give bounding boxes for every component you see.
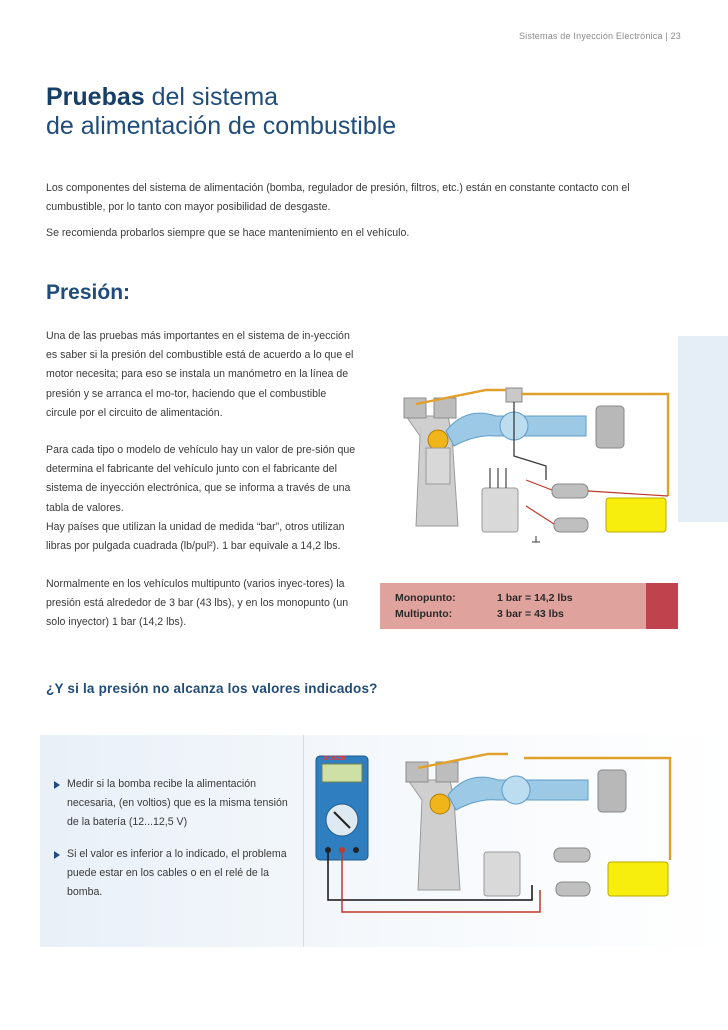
fuel-pump [552, 484, 588, 498]
accent-bar [678, 336, 728, 522]
pressure-paragraph-1: Una de las pruebas más importantes en el sistema de in-yección es saber si la presión del combustible está de acuerdo a lo que el motor necesita; para eso se instala un manómetro en la línea de presión y se arranca el mo-tor, haciendo que el combustible circule por el circuito de alimentación. [46, 330, 354, 419]
pressure-row-multipunto [395, 608, 564, 620]
pressure-paragraph-3: Hay países que utilizan la unidad de medida “bar”, otros utilizan libras por pulgada cuadrada (lb/pul²). 1 bar equivale a 14,2 lbs. [46, 521, 345, 553]
troubleshooting-list [52, 775, 297, 914]
intro-paragraph-2: Se recomienda probarlos siempre que se hace mantenimiento en el vehículo. [46, 227, 410, 239]
page-title-line2: de alimentación de combustible [46, 112, 397, 140]
intro-paragraph-1: Los componentes del sistema de alimentación (bomba, regulador de presión, filtros, etc.) están en constante contacto con el cumbustible, por lo tanto con mayor posibilidad de desgaste. [46, 182, 630, 214]
page-title [46, 83, 646, 141]
fuel-system-diagram [386, 376, 678, 546]
pressure-paragraph-2: Para cada tipo o modelo de vehículo hay un valor de pre-sión que determina el fabricante del vehículo junto con el fabricante del sistema de inyección electrónica, que se informa a través de una tabla de valores. [46, 444, 356, 514]
pressure-label: Monopunto: [395, 592, 456, 604]
list-item-text: Si el valor es inferior a lo indicado, el problema puede estar en los cables o en el relé de la bomba. [67, 847, 287, 899]
section-heading-presion: Presión: [46, 281, 131, 304]
fuel-tank [606, 498, 666, 532]
page-title-line1: del sistema [144, 83, 279, 111]
pressure-value: 3 bar = 43 lbs [497, 608, 564, 620]
bullet-arrow-icon [54, 781, 60, 789]
air-filter [596, 406, 624, 448]
ecu [482, 488, 518, 532]
engine-block [404, 398, 458, 526]
multimeter-test-diagram [312, 740, 678, 930]
pressure-row-monopunto [395, 592, 573, 604]
panel-divider [303, 735, 304, 947]
list-item-text: Medir si la bomba recibe la alimentación necesaria, (en voltios) que es la misma tensión de la batería (12...12,5 V) [67, 778, 288, 829]
pressure-regulator [506, 388, 522, 402]
multimeter [316, 756, 368, 860]
fuel-filter [554, 518, 588, 532]
pressure-table [380, 583, 678, 629]
pressure-label: Multipunto: [395, 608, 453, 620]
running-header: Sistemas de Inyección Electrónica | 23 [518, 31, 681, 41]
question-heading: ¿Y si la presión no alcanza los valores indicados? [46, 681, 378, 696]
list-item [52, 775, 297, 833]
pressure-paragraph-4: Normalmente en los vehículos multipunto (varios inyec-tores) la presión está alrededor de 3 bar (43 lbs), y en los monopunto (un solo inyector) 1 bar (14,2 lbs). [46, 578, 349, 629]
pressure-table-accent [646, 583, 678, 629]
multimeter-brand: BOSCH [324, 756, 346, 762]
bullet-arrow-icon [54, 851, 60, 859]
pressure-value: 1 bar = 14,2 lbs [497, 592, 573, 604]
list-item [52, 845, 297, 903]
page-title-bold: Pruebas [46, 83, 145, 111]
